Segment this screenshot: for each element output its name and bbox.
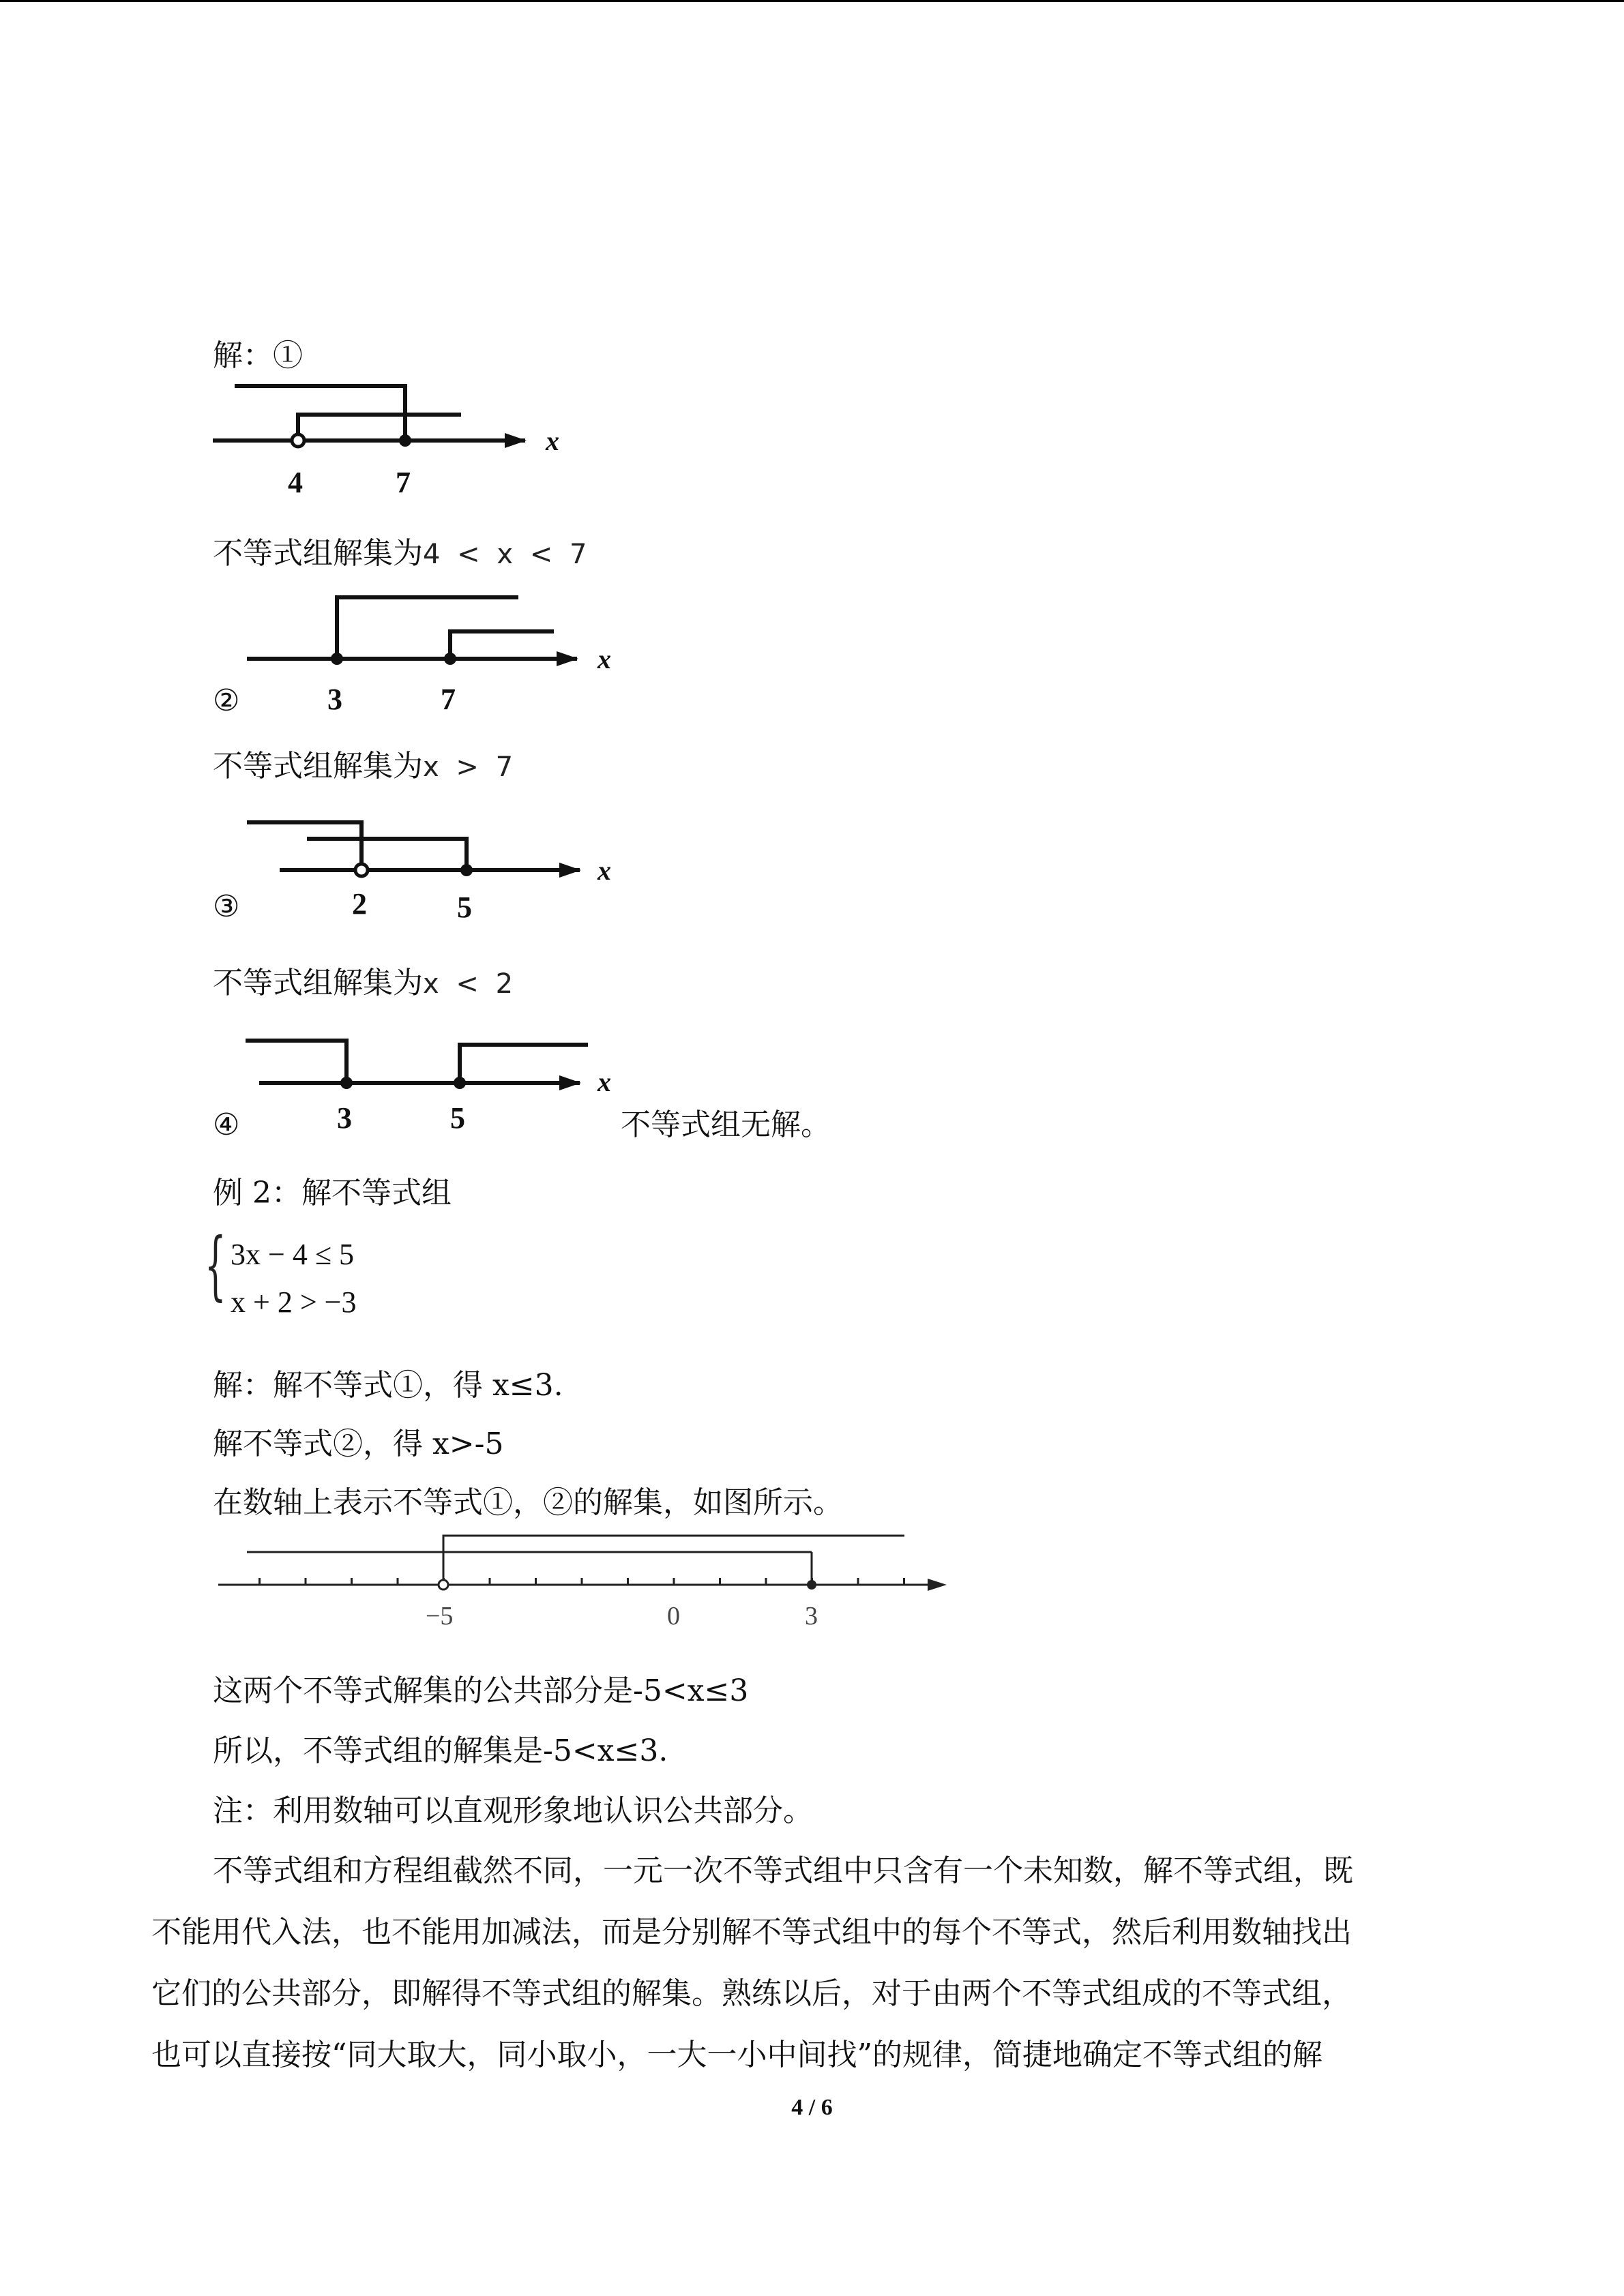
tick-label-5: 5 bbox=[450, 1101, 465, 1135]
axis-x-label: x bbox=[597, 855, 611, 886]
solution-label-3: ③ bbox=[213, 889, 240, 924]
answer-3: x < 2 bbox=[423, 968, 518, 1000]
inequality-1: 3x − 4 ≤ 5 bbox=[231, 1238, 354, 1271]
conclusion: 所以，不等式组的解集是-5<x≤3. bbox=[213, 1733, 668, 1768]
step-2: 解不等式②，得 x>-5 bbox=[213, 1427, 504, 1461]
closed-point-3 bbox=[807, 1580, 816, 1590]
paragraph-line-4: 也可以直接按“同大取大，同小取小，一大一小中间找”的规律，简捷地确定不等式组的解 bbox=[151, 2038, 1323, 2072]
example-2-title: 例 2：解不等式组 bbox=[213, 1176, 452, 1210]
step-3: 在数轴上表示不等式①，②的解集，如图所示。 bbox=[213, 1485, 843, 1520]
answer-4: 不等式组无解。 bbox=[621, 1107, 831, 1142]
tick-label-0: 0 bbox=[667, 1602, 680, 1630]
tick-label-neg5: −5 bbox=[426, 1602, 454, 1630]
axis-x-label: x bbox=[597, 1067, 611, 1097]
solution-ray-x-gt-neg5 bbox=[443, 1536, 904, 1585]
answer-prefix: 不等式组解集为 bbox=[213, 536, 423, 571]
answer-prefix: 不等式组解集为 bbox=[213, 749, 423, 784]
tick-label-5: 5 bbox=[457, 891, 472, 924]
axis-x-label: x bbox=[597, 644, 611, 674]
system-brace: { bbox=[205, 1221, 226, 1309]
page-number: 4 / 6 bbox=[791, 2095, 833, 2120]
inequality-2: x + 2 > −3 bbox=[231, 1285, 357, 1319]
axis-arrow bbox=[928, 1579, 947, 1591]
open-point-neg5 bbox=[439, 1580, 448, 1590]
answer-1: 4 < x < 7 bbox=[423, 539, 591, 570]
paragraph-line-2: 不能用代入法，也不能用加减法，而是分别解不等式组中的每个不等式，然后利用数轴找出 bbox=[151, 1915, 1352, 1950]
tick-label-3: 3 bbox=[805, 1602, 818, 1630]
answer-prefix: 不等式组解集为 bbox=[213, 966, 423, 1000]
solution-label-2: ② bbox=[213, 683, 240, 718]
common-part: 这两个不等式解集的公共部分是-5<x≤3 bbox=[213, 1673, 749, 1708]
paragraph-line-3: 它们的公共部分，即解得不等式组的解集。熟练以后，对于由两个不等式组成的不等式组， bbox=[151, 1976, 1352, 2011]
solution-label-1: 解：① bbox=[213, 338, 303, 373]
axis-x-label: x bbox=[546, 426, 559, 456]
tick-label-3: 3 bbox=[327, 683, 342, 716]
tick-label-4: 4 bbox=[288, 466, 303, 499]
solution-label-4: ④ bbox=[213, 1107, 240, 1142]
tick-label-2: 2 bbox=[352, 887, 367, 921]
paragraph-line-1: 不等式组和方程组截然不同，一元一次不等式组中只含有一个未知数，解不等式组，既 bbox=[213, 1853, 1353, 1888]
tick-label-7: 7 bbox=[396, 466, 411, 499]
tick-label-7: 7 bbox=[441, 683, 456, 716]
note: 注：利用数轴可以直观形象地认识公共部分。 bbox=[213, 1793, 813, 1828]
step-1: 解：解不等式①，得 x≤3. bbox=[213, 1368, 563, 1403]
tick-label-3: 3 bbox=[337, 1101, 352, 1135]
answer-2: x > 7 bbox=[423, 751, 518, 783]
